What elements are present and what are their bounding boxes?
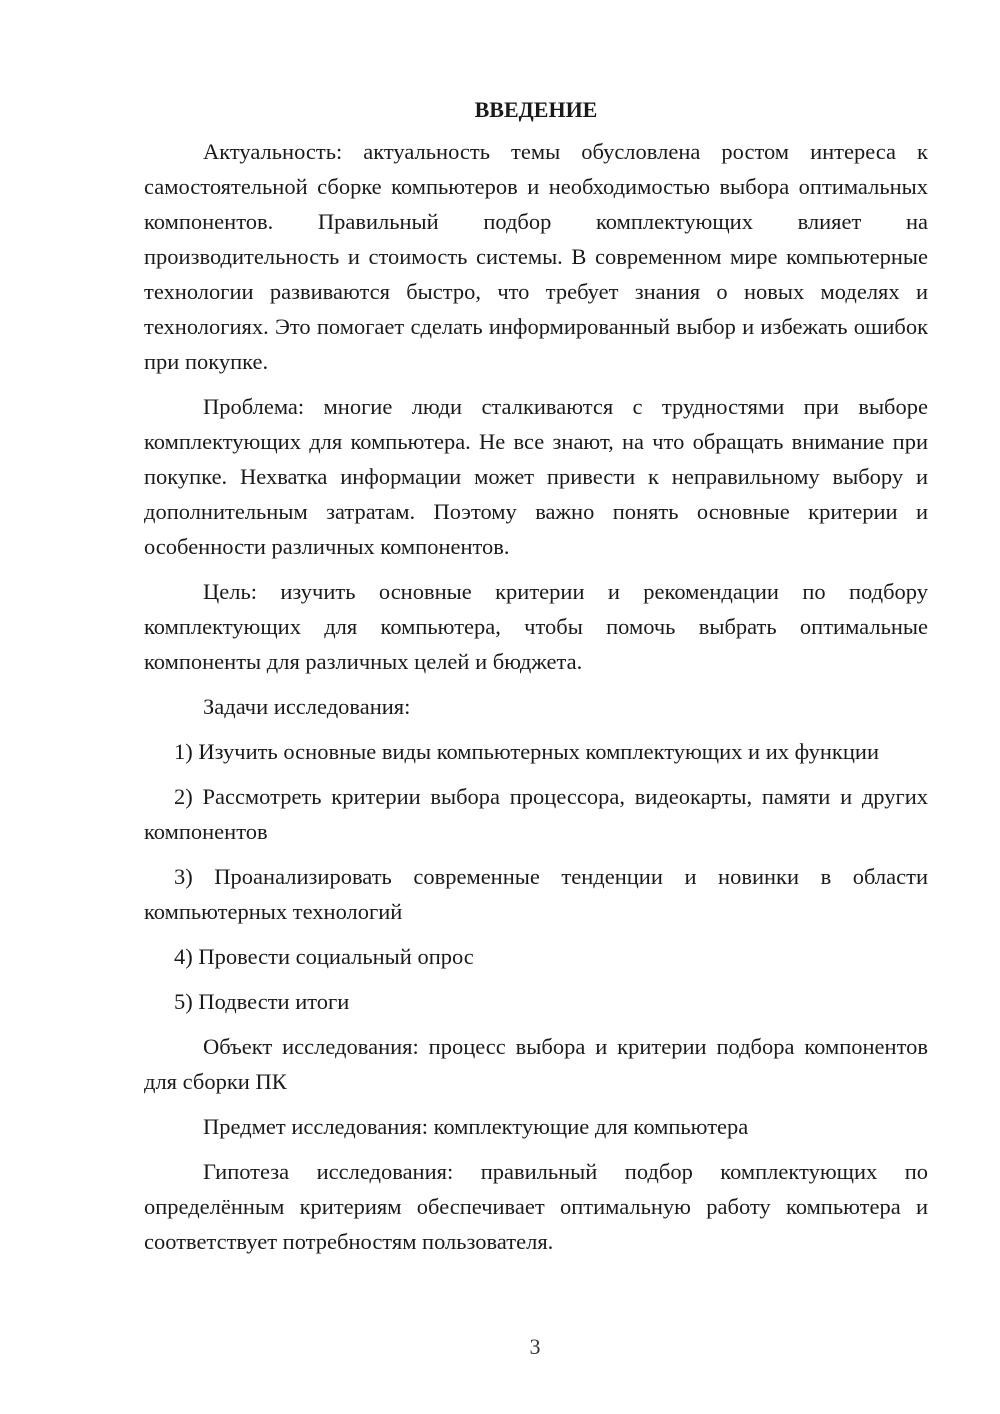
page-title: ВВЕДЕНИЕ <box>474 97 598 122</box>
task-item-1: 1) Изучить основные виды компьютерных комплектующих и их функции <box>174 739 879 764</box>
task-item-2: 2) Рассмотреть критерии выбора процессора, видеокарты, памяти и других компонентов <box>144 784 928 844</box>
subject-paragraph: Предмет исследования: комплектующие для компьютера <box>203 1114 749 1139</box>
task-item-4: 4) Провести социальный опрос <box>174 944 474 969</box>
goal-paragraph: Цель: изучить основные критерии и рекомендации по подбору комплектующих для компьютера, чтобы помочь выбрать оптимальные компоненты для различных целей и бюджета. <box>144 579 928 674</box>
relevance-paragraph: Актуальность: актуальность темы обусловлена ростом интереса к самостоятельной сборке компьютеров и необходимостью выбора оптимальных компонентов. Правильный подбор комплектующих влияет на производительность и стоимость системы. В современном мире компьютерные технологии развиваются быстро, что требует знания о новых моделях и технологиях. Это помогает сделать информированный выбор и избежать ошибок при покупке. <box>144 139 928 374</box>
hypothesis-paragraph: Гипотеза исследования: правильный подбор комплектующих по определённым критериям обеспечивает оптимальную работу компьютера и соответствует потребностям пользователя. <box>144 1159 928 1254</box>
object-paragraph: Объект исследования: процесс выбора и критерии подбора компонентов для сборки ПК <box>144 1034 928 1094</box>
problem-paragraph: Проблема: многие люди сталкиваются с трудностями при выборе комплектующих для компьютера. Не все знают, на что обращать внимание при покупке. Нехватка информации может привести к неправильному выбору и дополнительным затратам. Поэтому важно понять основные критерии и особенности различных компонентов. <box>144 394 928 559</box>
tasks-title: Задачи исследования: <box>203 694 411 719</box>
task-item-5: 5) Подвести итоги <box>174 989 350 1014</box>
page-content <box>144 94 928 1269</box>
task-item-3: 3) Проанализировать современные тенденции и новинки в области компьютерных технологий <box>144 864 928 924</box>
page-number: 3 <box>529 1334 541 1359</box>
